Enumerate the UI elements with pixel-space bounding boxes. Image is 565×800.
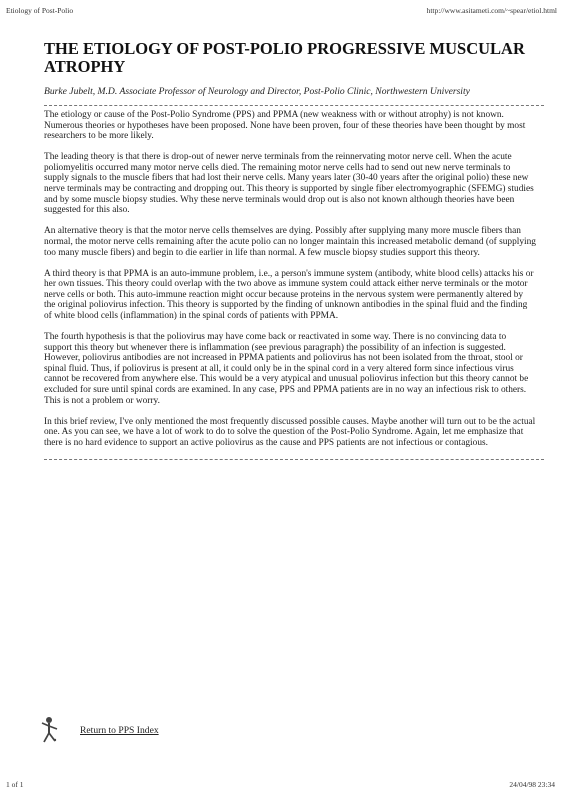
return-navigation [40, 716, 240, 746]
page-number: 1 of 1 [6, 780, 24, 789]
top-divider [44, 105, 544, 106]
bottom-divider [44, 459, 544, 460]
paragraph-intro: The etiology or cause of the Post-Polio Syndrome (PPS) and PPMA (new weakness with or without atrophy) is not known. Numerous theories or hypotheses have been proposed. None have been proven, four of these theories have been thought by most researchers to be more likely. [44, 110, 526, 142]
print-timestamp: 24/04/98 23:34 [509, 780, 555, 789]
paragraph-theory-4: The fourth hypothesis is that the poliovirus may have come back or reactivated in some way. There is no convincing data to support this theory but whenever there is inflammation (see previous paragraph) the possibility of an infection is suggested. However, poliovirus antibodies are not increased in PPMA patients and poliovirus has not been isolated from the throat, stool or spinal fluid. Thus, if poliovirus is present at all, it could only be in the spinal cord in a very altered form since infectious virus cannot be recovered from anywhere else. This would be a very atypical and unusual poliovirus infection but this theory cannot be excluded for sure until spinal cords are examined. In any case, PPS and PPMA patients are in no way an infectious risk to others. This is not a problem or worry. [44, 332, 529, 406]
print-header-url: http://www.asitameti.com/~spear/etiol.html [426, 6, 557, 15]
paragraph-theory-2: An alternative theory is that the motor nerve cells themselves are dying. Possibly after supplying many more muscle fibers than normal, the motor nerve cells remaining after the acute polio can no longer maintain this increased metabolic demand (of supplying too many muscle fibers) and begin to die earlier in life than normal. A few muscle biopsy studies support this theory. [44, 226, 536, 258]
return-to-index-link[interactable]: Return to PPS Index [80, 725, 159, 736]
article-title: THE ETIOLOGY OF POST-POLIO PROGRESSIVE MUSCULAR ATROPHY [44, 39, 525, 76]
article-author: Burke Jubelt, M.D. Associate Professor of Neurology and Director, Post-Polio Clinic, Northwestern University [44, 86, 470, 97]
stick-figure-icon[interactable] [40, 716, 60, 744]
article [44, 40, 536, 460]
paragraph-conclusion: In this brief review, I've only mentioned the most frequently discussed possible causes. Maybe another will turn out to be the actual one. As you can see, we have a lot of work to do to solve the question of the Post-Polio Syndrome. Again, let me emphasize that there is no hard evidence to support an active poliovirus as the cause and PPS patients are not infectious or contagious. [44, 416, 536, 448]
print-header-page-title: Etiology of Post-Polio [6, 6, 74, 15]
paragraph-theory-1: The leading theory is that there is drop-out of newer nerve terminals from the reinnervating motor nerve cell. When the acute poliomyelitis occurred many motor nerve cells died. The remaining motor nerve cells had to send out new nerve terminals to supply signals to the muscle fibers that had lost their nerve cells. Many years later (30-40 years after the original polio) these new nerve terminals may be contracting and dropping out. This theory is supported by single fiber electromyographic (SFEMG) studies and by some muscle biopsy studies. Why these nerve terminals would drop out is also not known although theories have been suggested for this also. [44, 152, 534, 216]
print-header [6, 6, 557, 18]
paragraph-theory-3: A third theory is that PPMA is an auto-immune problem, i.e., a person's immune system (antibody, white blood cells) attacks his or her own tissues. This theory could overlap with the two above as immune system could attack either nerve terminals or the motor nerve cells or both. This auto-immune reaction might occur because proteins in the nervous system were permanently altered by the original poliovirus infection. This theory is supported by the finding of unknown antibodies in the spinal fluid and the finding of white blood cells (inflammation) in the spinal cords of patients with PPMA. [44, 268, 534, 321]
